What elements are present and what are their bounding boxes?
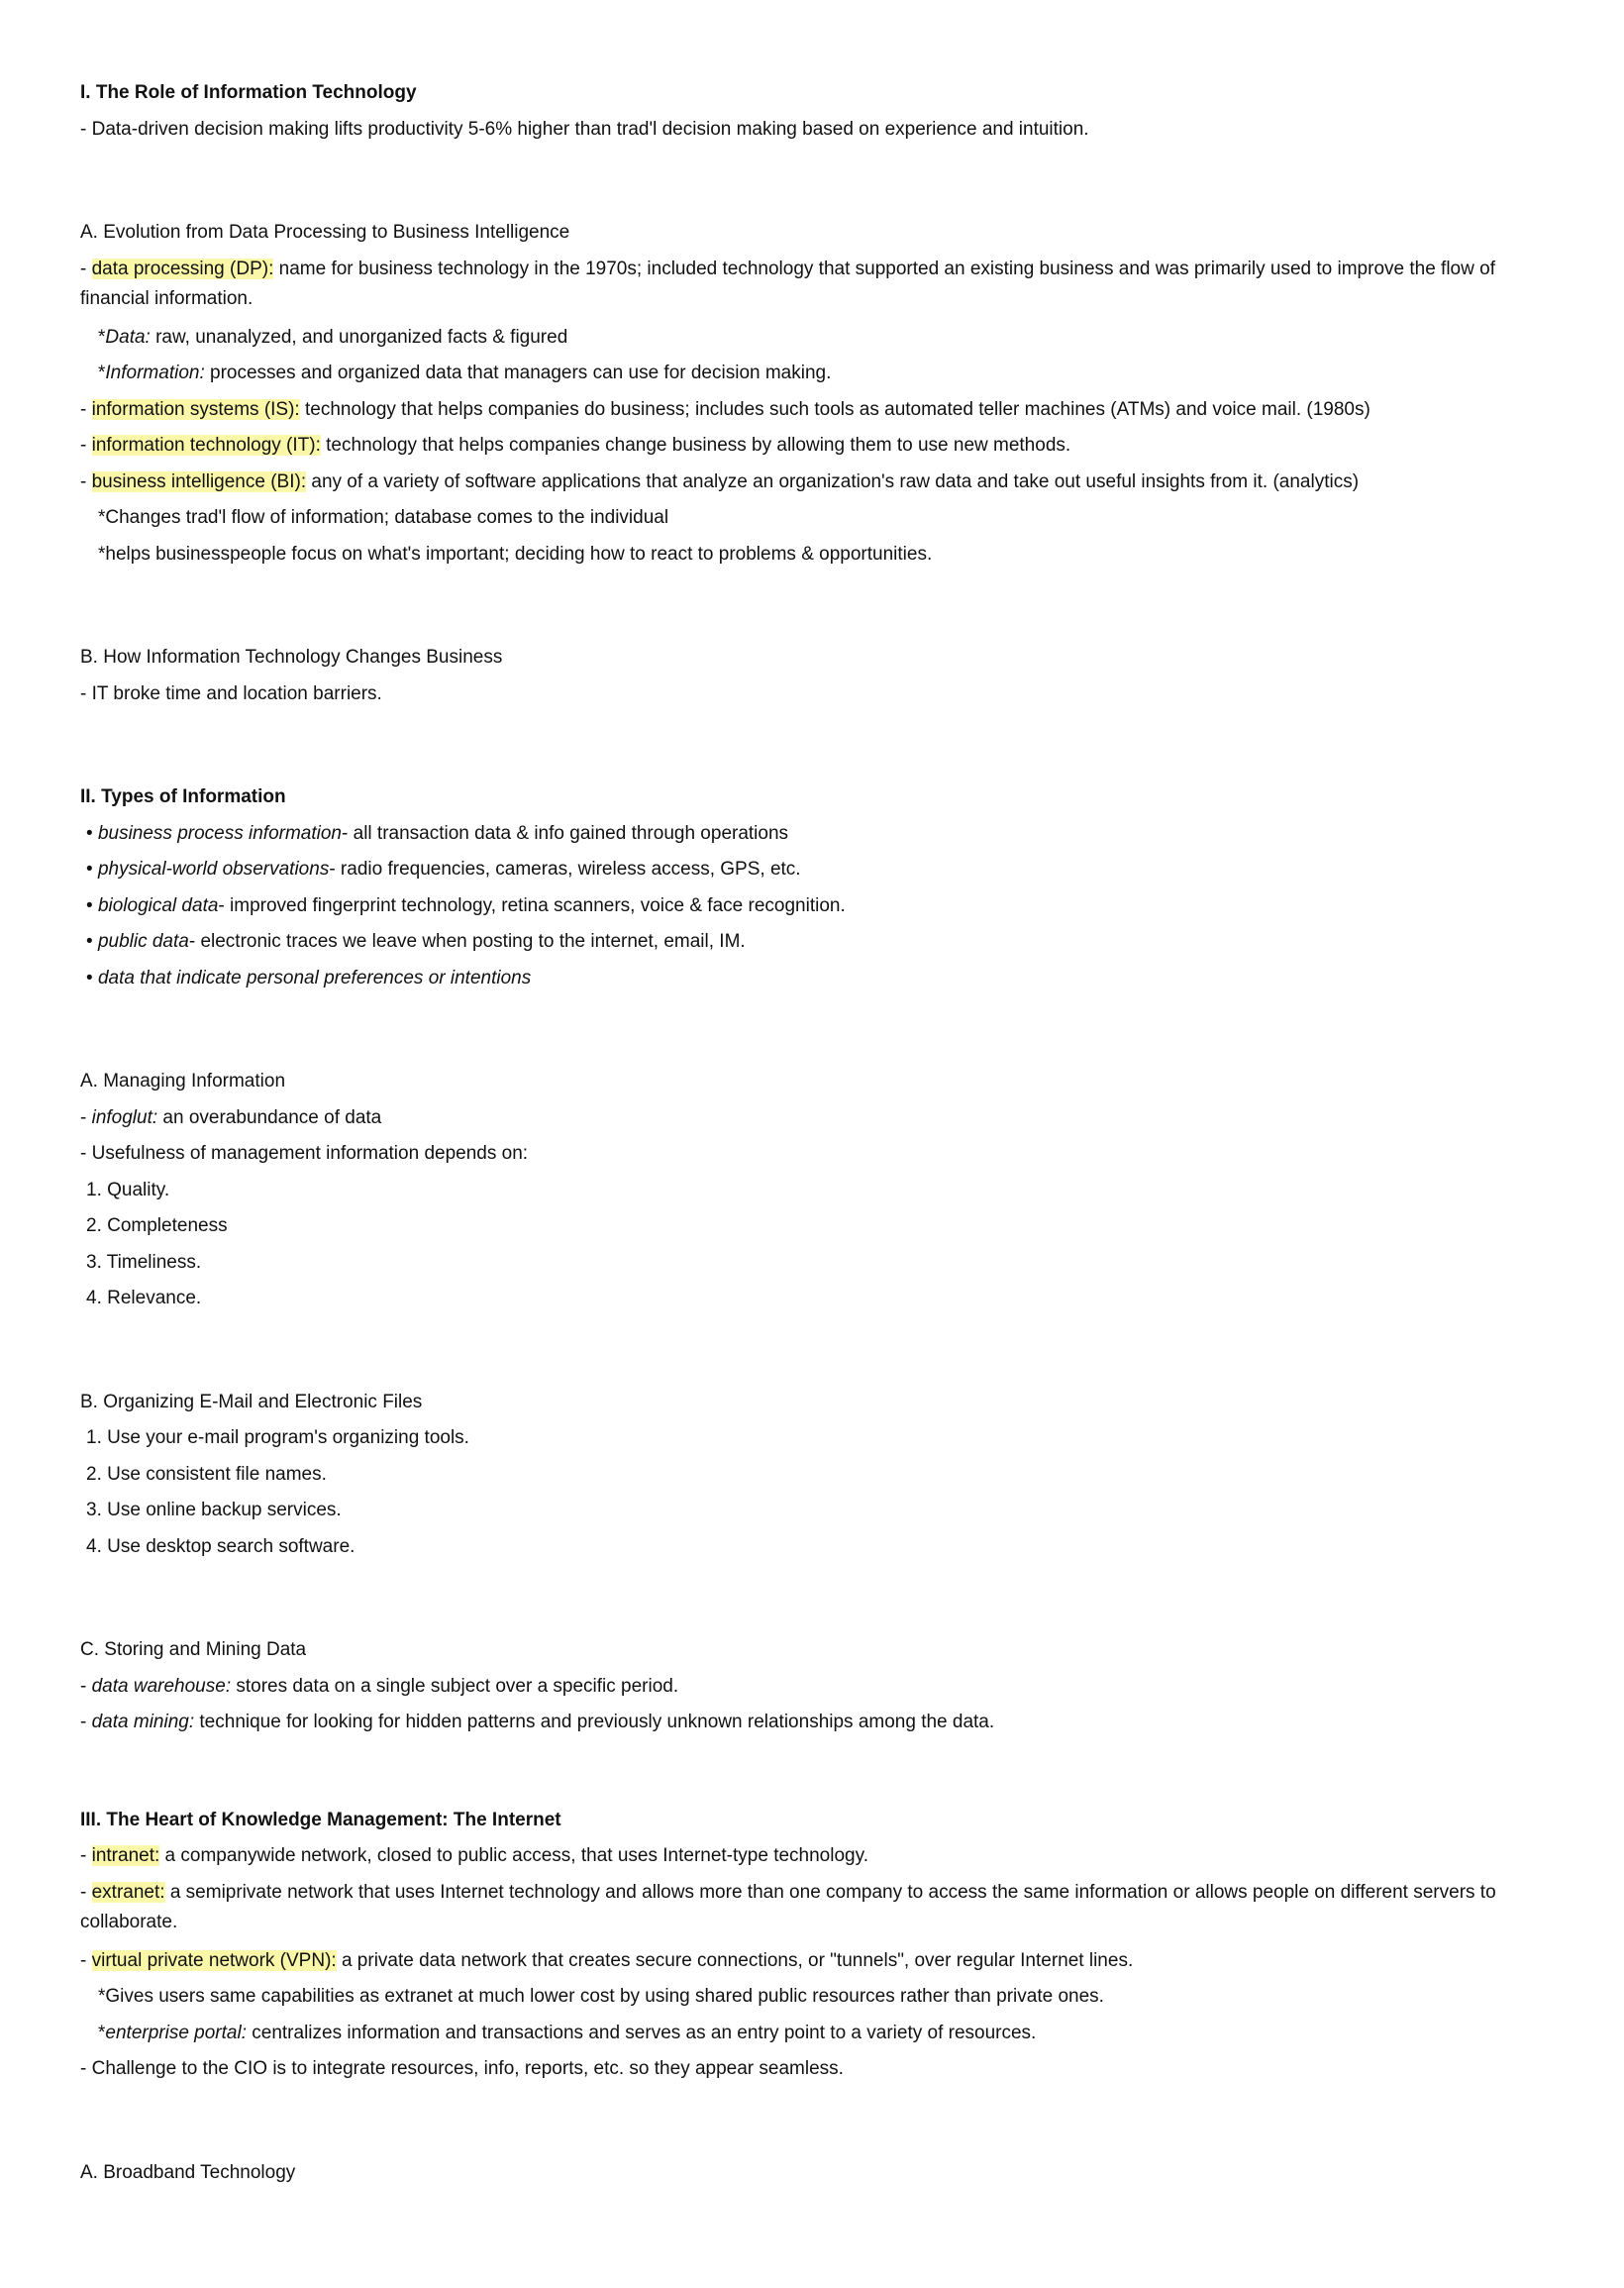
note: *Gives users same capabilities as extranet at much lower cost by using shared public resources rather than private ones. xyxy=(98,1986,1104,2007)
definition-intranet: - intranet: a companywide network, closed to public access, that uses Internet-type technology. xyxy=(80,1845,868,1866)
numbered-item: 1. Quality. xyxy=(86,1179,170,1200)
list-item-text: - electronic traces we leave when posting to the internet, email, IM. xyxy=(188,931,746,952)
list-item: • business process information- all transaction data & info gained through operations xyxy=(86,822,789,844)
definition-text: stores data on a single subject over a specific period. xyxy=(231,1675,679,1697)
numbered-item: 4. Use desktop search software. xyxy=(86,1535,355,1557)
spacer xyxy=(80,2088,1546,2155)
italic-term: infoglut: xyxy=(91,1106,158,1128)
definition-is: - information systems (IS): technology that helps companies do business; includes such tools as automated teller machines (ATMs) and voice mail. (1980s) xyxy=(80,398,1370,420)
section-heading: III. The Heart of Knowledge Management: The Internet xyxy=(80,1809,561,1830)
definition-text: an overabundance of data xyxy=(157,1106,382,1128)
subsection-heading: C. Storing and Mining Data xyxy=(80,1639,307,1660)
definition-text: a companywide network, closed to public access, that uses Internet-type technology. xyxy=(159,1845,868,1866)
highlighted-term: information systems (IS): xyxy=(91,398,300,420)
spacer xyxy=(80,1741,1546,1803)
definition-data-warehouse: - data warehouse: stores data on a single subject over a specific period. xyxy=(80,1675,679,1697)
italic-term: data that indicate personal preferences or intentions xyxy=(97,967,532,988)
definition-infoglut: - infoglut: an overabundance of data xyxy=(80,1106,382,1128)
paragraph: - Data-driven decision making lifts productivity 5-6% higher than trad'l decision making based on experience and intuition. xyxy=(80,118,1089,140)
definition-data-mining: - data mining: technique for looking for hidden patterns and previously unknown relationships among the data. xyxy=(80,1712,995,1732)
definition-data: *Data: raw, unanalyzed, and unorganized facts & figured xyxy=(98,326,568,348)
definition-text: processes and organized data that managers can use for decision making. xyxy=(204,363,832,383)
numbered-item: 2. Use consistent file names. xyxy=(86,1463,327,1485)
definition-text: centralizes information and transactions and serves as an entry point to a variety of resources. xyxy=(246,2022,1037,2043)
paragraph: - Usefulness of management information depends on: xyxy=(80,1143,529,1164)
italic-term: Information: xyxy=(105,363,205,383)
list-item: • public data- electronic traces we leave when posting to the internet, email, IM. xyxy=(86,931,746,952)
numbered-item: 1. Use your e-mail program's organizing tools. xyxy=(86,1427,469,1448)
list-item-text: - radio frequencies, cameras, wireless access, GPS, etc. xyxy=(329,859,801,880)
paragraph: - Challenge to the CIO is to integrate resources, info, reports, etc. so they appear seamless. xyxy=(80,2058,844,2079)
list-item: • data that indicate personal preferences or intentions xyxy=(86,967,532,988)
numbered-item: 2. Completeness xyxy=(86,1215,228,1236)
definition-text: name for business technology in the 1970s; included technology that supported an existing business and was primarily used to improve the flow of financial information. xyxy=(80,258,1495,309)
list-item: • biological data- improved fingerprint technology, retina scanners, voice & face recognition. xyxy=(86,894,846,916)
italic-term: public data xyxy=(97,931,189,952)
highlighted-term: virtual private network (VPN): xyxy=(91,1949,337,1971)
spacer xyxy=(80,148,1546,215)
italic-term: data mining: xyxy=(91,1712,195,1732)
paragraph: - IT broke time and location barriers. xyxy=(80,682,382,704)
highlighted-term: intranet: xyxy=(91,1845,160,1866)
note: *helps businesspeople focus on what's important; deciding how to react to problems & opportunities. xyxy=(98,543,933,565)
highlighted-term: data processing (DP): xyxy=(91,258,274,279)
definition-enterprise-portal: *enterprise portal: centralizes information and transactions and serves as an entry point to a variety of resources. xyxy=(98,2022,1037,2043)
definition-extranet: - extranet: a semiprivate network that uses Internet technology and allows more than one company to access the same information or allows people on different servers to collaborate. xyxy=(80,1881,1496,1932)
spacer xyxy=(80,712,1546,780)
definition-text: technology that helps companies change business by allowing them to use new methods. xyxy=(320,435,1071,456)
italic-term: data warehouse: xyxy=(91,1675,232,1697)
definition-text: raw, unanalyzed, and unorganized facts & figured xyxy=(150,326,568,348)
definition-vpn: - virtual private network (VPN): a private data network that creates secure connections, or "tunnels", over regular Internet lines. xyxy=(80,1949,1134,1971)
section-heading: I. The Role of Information Technology xyxy=(80,82,417,103)
subsection-heading: A. Managing Information xyxy=(80,1071,286,1092)
numbered-item: 3. Timeliness. xyxy=(86,1251,202,1273)
italic-term: biological data xyxy=(97,894,219,916)
list-item: • physical-world observations- radio frequencies, cameras, wireless access, GPS, etc. xyxy=(86,859,801,880)
definition-it: - information technology (IT): technology that helps companies change business by allowing them to use new methods. xyxy=(80,435,1071,456)
spacer xyxy=(80,572,1546,640)
subsection-heading: A. Broadband Technology xyxy=(80,2161,296,2183)
definition-text: technique for looking for hidden patterns and previously unknown relationships among the data. xyxy=(194,1712,995,1732)
subsection-heading: B. Organizing E-Mail and Electronic Files xyxy=(80,1391,423,1412)
definition-text: any of a variety of software applications that analyze an organization's raw data and take out useful insights from it. (analytics) xyxy=(306,470,1360,492)
list-item-text: - improved fingerprint technology, retina scanners, voice & face recognition. xyxy=(218,894,846,916)
numbered-item: 4. Relevance. xyxy=(86,1288,202,1308)
definition-bi: - business intelligence (BI): any of a variety of software applications that analyze an organization's raw data and take out useful insights from it. (analytics) xyxy=(80,470,1360,492)
section-heading: II. Types of Information xyxy=(80,786,286,807)
numbered-item: 3. Use online backup services. xyxy=(86,1500,342,1520)
subsection-heading: B. How Information Technology Changes Business xyxy=(80,647,503,668)
highlighted-term: extranet: xyxy=(91,1881,165,1903)
definition-text: a semiprivate network that uses Internet technology and allows more than one company to access the same information or allows people on different servers to collaborate. xyxy=(80,1881,1496,1932)
document-page xyxy=(80,75,1546,2191)
definition-dp: - data processing (DP): name for business technology in the 1970s; included technology that supported an existing business and was primarily used to improve the flow of financial information. xyxy=(80,258,1495,309)
subsection-heading: A. Evolution from Data Processing to Business Intelligence xyxy=(80,222,570,243)
definition-information: *Information: processes and organized data that managers can use for decision making. xyxy=(98,363,832,383)
definition-text: a private data network that creates secure connections, or "tunnels", over regular Internet lines. xyxy=(336,1949,1134,1971)
italic-term: business process information xyxy=(97,822,343,844)
highlighted-term: business intelligence (BI): xyxy=(91,470,307,492)
spacer xyxy=(80,1565,1546,1632)
italic-term: Data: xyxy=(105,326,151,348)
spacer xyxy=(80,1317,1546,1385)
definition-text: technology that helps companies do business; includes such tools as automated teller machines (ATMs) and voice mail. (1980s) xyxy=(299,398,1370,420)
highlighted-term: information technology (IT): xyxy=(91,435,321,456)
italic-term: enterprise portal: xyxy=(105,2022,247,2043)
note: *Changes trad'l flow of information; database comes to the individual xyxy=(98,507,669,528)
italic-term: physical-world observations xyxy=(97,859,330,880)
spacer xyxy=(80,996,1546,1064)
list-item-text: - all transaction data & info gained through operations xyxy=(342,822,789,844)
